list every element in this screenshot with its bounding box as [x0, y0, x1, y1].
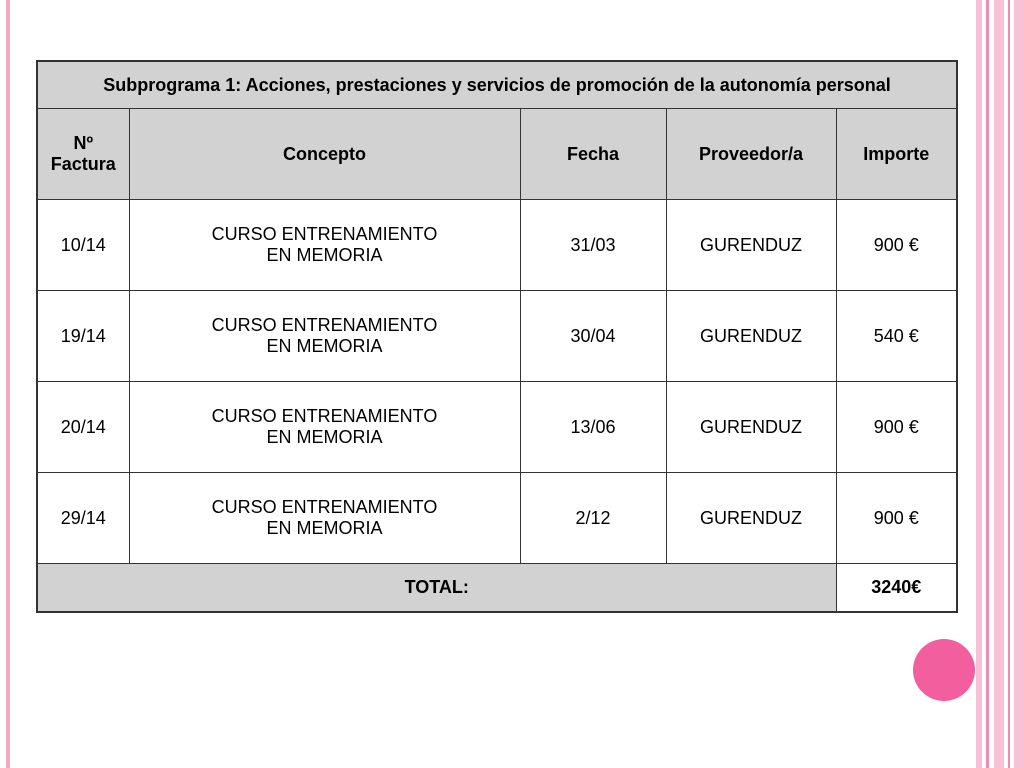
cell-fecha: 30/04 [520, 291, 666, 382]
header-importe: Importe [836, 109, 957, 200]
right-decorative-stripes [976, 0, 1024, 768]
decorative-pink-circle [913, 639, 975, 701]
cell-proveedor: GURENDUZ [666, 291, 836, 382]
cell-proveedor: GURENDUZ [666, 382, 836, 473]
table-title-row [37, 61, 957, 109]
cell-concepto: CURSO ENTRENAMIENTO EN MEMORIA [129, 382, 520, 473]
cell-factura: 20/14 [37, 382, 129, 473]
header-concepto: Concepto [129, 109, 520, 200]
header-factura [37, 109, 129, 200]
header-factura-line2: Factura [50, 154, 116, 174]
table-title: Subprograma 1: Acciones, prestaciones y servicios de promoción de la autonomía personal [37, 61, 957, 109]
invoice-table [36, 60, 958, 613]
cell-factura: 10/14 [37, 200, 129, 291]
header-factura-line1: Nº [73, 133, 94, 153]
cell-importe: 900 € [836, 473, 957, 564]
cell-importe: 900 € [836, 200, 957, 291]
cell-concepto: CURSO ENTRENAMIENTO EN MEMORIA [129, 291, 520, 382]
left-decorative-bar [6, 0, 10, 768]
table-header-row [37, 109, 957, 200]
cell-factura: 19/14 [37, 291, 129, 382]
cell-proveedor: GURENDUZ [666, 200, 836, 291]
table-row [37, 382, 957, 473]
table-row [37, 291, 957, 382]
header-proveedor: Proveedor/a [666, 109, 836, 200]
cell-factura: 29/14 [37, 473, 129, 564]
cell-importe: 540 € [836, 291, 957, 382]
table-row [37, 473, 957, 564]
cell-fecha: 13/06 [520, 382, 666, 473]
cell-proveedor: GURENDUZ [666, 473, 836, 564]
total-label: TOTAL: [37, 564, 836, 613]
cell-concepto: CURSO ENTRENAMIENTO EN MEMORIA [129, 200, 520, 291]
cell-importe: 900 € [836, 382, 957, 473]
total-value: 3240€ [836, 564, 957, 613]
cell-concepto: CURSO ENTRENAMIENTO EN MEMORIA [129, 473, 520, 564]
table-total-row [37, 564, 957, 613]
cell-fecha: 31/03 [520, 200, 666, 291]
cell-fecha: 2/12 [520, 473, 666, 564]
table-row [37, 200, 957, 291]
header-fecha: Fecha [520, 109, 666, 200]
